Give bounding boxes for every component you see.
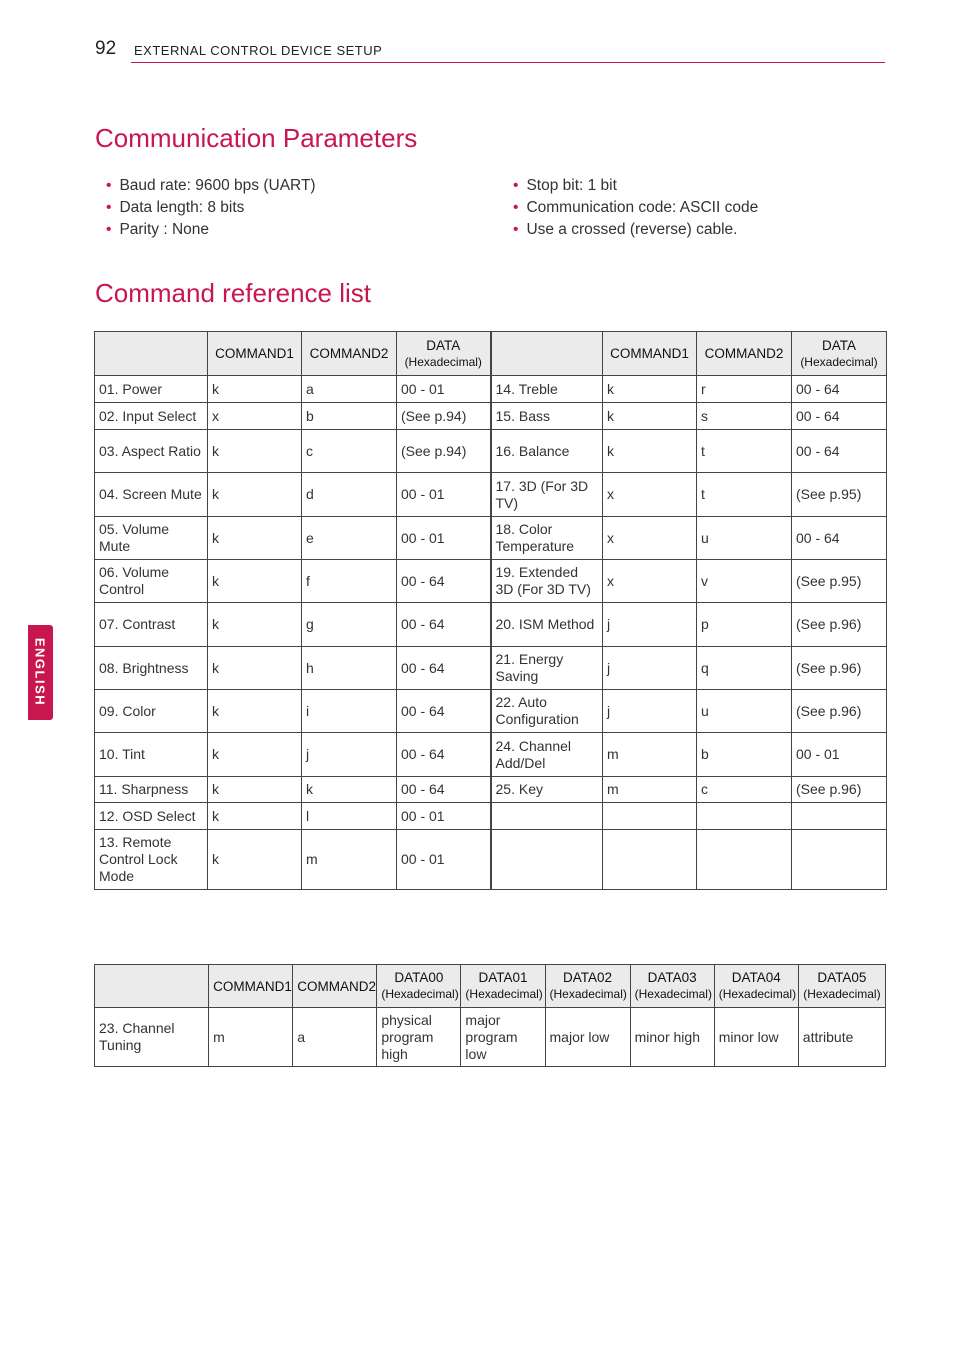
table-cell: 08. Brightness [95, 647, 208, 690]
table-cell: j [302, 733, 397, 777]
table-cell: a [293, 1008, 377, 1067]
table-cell: 00 - 64 [792, 376, 887, 403]
header-command2: COMMAND2 [293, 965, 377, 1008]
table-cell: s [697, 403, 792, 430]
table-cell: j [603, 647, 697, 690]
table-row [95, 1008, 886, 1067]
table-cell: 14. Treble [491, 376, 603, 403]
list-item [513, 197, 758, 219]
table-header-row [95, 332, 887, 376]
table-cell: 01. Power [95, 376, 208, 403]
table-cell: k [603, 403, 697, 430]
table-cell: k [302, 777, 397, 803]
channel-tuning-table [94, 964, 886, 1067]
header-blank [95, 965, 209, 1008]
header-data04 [714, 965, 798, 1008]
header-data-sub: (Hexadecimal) [800, 354, 878, 369]
table-cell: k [208, 517, 302, 560]
bullet-icon: • [106, 177, 112, 194]
table-cell: 22. Auto Configuration [491, 690, 603, 733]
table-cell: f [302, 560, 397, 603]
table-row [95, 603, 887, 647]
table-row [95, 690, 887, 733]
table-cell: k [208, 830, 302, 890]
table-cell: k [603, 376, 697, 403]
header-data-label: DATA [426, 337, 461, 353]
header-command2: COMMAND2 [302, 332, 397, 376]
table-cell [792, 830, 887, 890]
table-cell: k [208, 777, 302, 803]
table-cell: k [208, 560, 302, 603]
table-cell: 02. Input Select [95, 403, 208, 430]
table-cell: 11. Sharpness [95, 777, 208, 803]
communication-heading: Communication Parameters [95, 123, 418, 153]
header-data-label: DATA [821, 337, 856, 353]
table-cell [792, 803, 887, 830]
list-item [513, 175, 758, 197]
table-cell [603, 803, 697, 830]
table-cell [491, 830, 603, 890]
table-cell: r [697, 376, 792, 403]
list-item-text: Baud rate: 9600 bps (UART) [119, 177, 316, 194]
communication-list-right [513, 175, 758, 241]
table-cell: t [697, 430, 792, 473]
table-cell: 06. Volume Control [95, 560, 208, 603]
table-cell: c [302, 430, 397, 473]
table-row [95, 473, 887, 517]
header-command1: COMMAND1 [208, 332, 302, 376]
list-item-text: Stop bit: 1 bit [526, 177, 617, 194]
header-data-sub: (Hexadecimal) [803, 987, 881, 1001]
list-item [513, 219, 758, 241]
header-data-sub: (Hexadecimal) [465, 987, 543, 1001]
table-cell: e [302, 517, 397, 560]
header-data [397, 332, 491, 376]
table-cell: 00 - 01 [792, 733, 887, 777]
list-item-text: Parity : None [119, 221, 210, 238]
table-cell: 00 - 64 [792, 403, 887, 430]
header-data-sub: (Hexadecimal) [634, 987, 712, 1001]
header-command1: COMMAND1 [603, 332, 697, 376]
table-cell: (See p.96) [792, 603, 887, 647]
language-label: ENGLISH [32, 637, 48, 707]
header-blank [491, 332, 603, 376]
list-item-text: Use a crossed (reverse) cable. [526, 221, 738, 238]
header-data-sub: (Hexadecimal) [549, 987, 627, 1001]
table-cell: 00 - 01 [397, 803, 491, 830]
bullet-icon: • [106, 221, 112, 238]
table-cell [603, 830, 697, 890]
table-cell: 10. Tint [95, 733, 208, 777]
command-reference-heading: Command reference list [95, 278, 371, 308]
table-cell [491, 803, 603, 830]
table-cell: i [302, 690, 397, 733]
table-cell: 17. 3D (For 3D TV) [491, 473, 603, 517]
table-cell: (See p.96) [792, 647, 887, 690]
header-data [792, 332, 887, 376]
table-cell: (See p.96) [792, 777, 887, 803]
table-row [95, 430, 887, 473]
table-row [95, 517, 887, 560]
table-cell: k [208, 690, 302, 733]
table-cell [697, 830, 792, 890]
header-data-sub: (Hexadecimal) [404, 354, 482, 369]
table-cell: 00 - 64 [397, 777, 491, 803]
header-data01 [461, 965, 545, 1008]
table-cell: d [302, 473, 397, 517]
header-data00 [377, 965, 461, 1008]
table-cell: q [697, 647, 792, 690]
table-cell: b [302, 403, 397, 430]
table-cell: minor high [630, 1008, 714, 1067]
bullet-icon: • [513, 199, 519, 216]
table-cell: c [697, 777, 792, 803]
table-cell: 24. Channel Add/Del [491, 733, 603, 777]
table-cell: (See p.95) [792, 560, 887, 603]
header-command2: COMMAND2 [697, 332, 792, 376]
list-item [106, 197, 316, 219]
table-cell: 00 - 01 [397, 473, 491, 517]
table-cell: x [603, 473, 697, 517]
table-cell: 00 - 64 [397, 560, 491, 603]
table-row [95, 560, 887, 603]
table-cell: k [603, 430, 697, 473]
table-cell: 12. OSD Select [95, 803, 208, 830]
table-cell: k [208, 473, 302, 517]
table-cell: 16. Balance [491, 430, 603, 473]
table-cell: x [603, 560, 697, 603]
table-cell: m [603, 777, 697, 803]
table-cell: 23. Channel Tuning [95, 1008, 209, 1067]
table-cell: a [302, 376, 397, 403]
table-cell: j [603, 690, 697, 733]
table-cell: (See p.94) [397, 430, 491, 473]
table-cell: x [603, 517, 697, 560]
table-row [95, 647, 887, 690]
table-cell: 15. Bass [491, 403, 603, 430]
table-cell: physical program high [377, 1008, 461, 1067]
table-cell: 00 - 01 [397, 376, 491, 403]
bullet-icon: • [513, 221, 519, 238]
table-cell: attribute [798, 1008, 885, 1067]
table-cell: minor low [714, 1008, 798, 1067]
table-cell: h [302, 647, 397, 690]
table-cell: 00 - 64 [792, 517, 887, 560]
table-cell: 00 - 64 [397, 603, 491, 647]
header-data-label: DATA02 [563, 970, 613, 985]
header-data-sub: (Hexadecimal) [381, 987, 459, 1001]
table-cell: 19. Extended 3D (For 3D TV) [491, 560, 603, 603]
table-cell: k [208, 376, 302, 403]
table-cell: 00 - 64 [397, 733, 491, 777]
table-cell: 00 - 01 [397, 517, 491, 560]
table-cell [697, 803, 792, 830]
page-number: 92 [95, 38, 117, 59]
communication-list-left [106, 175, 316, 241]
table-cell: l [302, 803, 397, 830]
table-cell: 05. Volume Mute [95, 517, 208, 560]
table-cell: k [208, 430, 302, 473]
table-cell: k [208, 803, 302, 830]
table-cell: t [697, 473, 792, 517]
table-cell: m [603, 733, 697, 777]
table-cell: k [208, 603, 302, 647]
list-item-text: Data length: 8 bits [119, 199, 245, 216]
header-data02 [545, 965, 630, 1008]
table-row [95, 830, 887, 890]
bullet-icon: • [106, 199, 112, 216]
header-data-label: DATA05 [817, 970, 867, 985]
table-cell: 00 - 64 [397, 690, 491, 733]
header-data03 [630, 965, 714, 1008]
header-data-sub: (Hexadecimal) [718, 987, 797, 1001]
table-cell: j [603, 603, 697, 647]
table-cell: (See p.94) [397, 403, 491, 430]
table-cell: x [208, 403, 302, 430]
table-cell: major low [545, 1008, 630, 1067]
table-cell: u [697, 517, 792, 560]
table-cell: m [209, 1008, 293, 1067]
header-blank [95, 332, 208, 376]
header-data-label: DATA01 [478, 970, 528, 985]
table-cell: major program low [461, 1008, 545, 1067]
table-cell: k [208, 733, 302, 777]
table-cell: 00 - 64 [792, 430, 887, 473]
header-data05 [798, 965, 885, 1008]
table-cell: 04. Screen Mute [95, 473, 208, 517]
table-cell: 25. Key [491, 777, 603, 803]
table-cell: 13. Remote Control Lock Mode [95, 830, 208, 890]
table-cell: b [697, 733, 792, 777]
table-row [95, 803, 887, 830]
table-cell: 07. Contrast [95, 603, 208, 647]
header-command1: COMMAND1 [209, 965, 293, 1008]
table-cell: 03. Aspect Ratio [95, 430, 208, 473]
table-cell: 09. Color [95, 690, 208, 733]
section-label: EXTERNAL CONTROL DEVICE SETUP [134, 43, 383, 58]
header-data-label: DATA00 [394, 970, 444, 985]
table-cell: p [697, 603, 792, 647]
table-cell: 20. ISM Method [491, 603, 603, 647]
list-item-text: Communication code: ASCII code [526, 199, 759, 216]
table-row [95, 403, 887, 430]
table-row [95, 733, 887, 777]
list-item [106, 219, 316, 241]
table-cell: m [302, 830, 397, 890]
table-cell: 21. Energy Saving [491, 647, 603, 690]
header-data-label: DATA03 [647, 970, 697, 985]
table-cell: k [208, 647, 302, 690]
bullet-icon: • [513, 177, 519, 194]
table-cell: (See p.96) [792, 690, 887, 733]
table-cell: (See p.95) [792, 473, 887, 517]
table-cell: 00 - 64 [397, 647, 491, 690]
table-cell: 00 - 01 [397, 830, 491, 890]
command-reference-table [94, 331, 887, 890]
table-row [95, 376, 887, 403]
table-cell: g [302, 603, 397, 647]
header-data-label: DATA04 [731, 970, 781, 985]
list-item [106, 175, 316, 197]
table-cell: 18. Color Temperature [491, 517, 603, 560]
table-header-row [95, 965, 886, 1008]
table-row [95, 777, 887, 803]
table-cell: v [697, 560, 792, 603]
header-rule [131, 62, 885, 63]
table-cell: u [697, 690, 792, 733]
